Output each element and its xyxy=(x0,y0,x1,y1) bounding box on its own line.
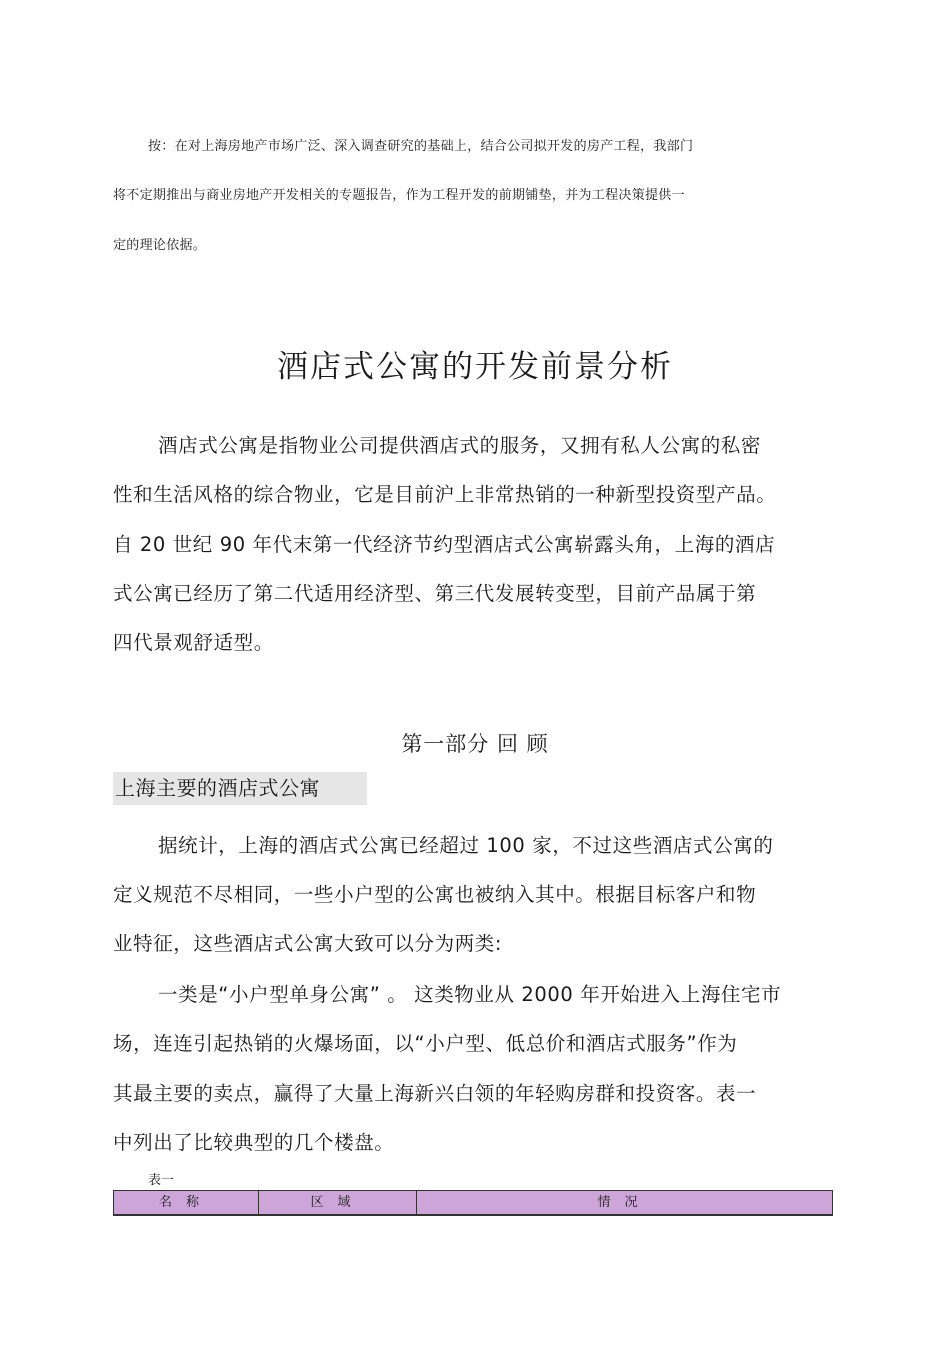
para2-line-4: 中列出了比较典型的几个楼盘。 xyxy=(113,1131,395,1154)
intro-line-4: 式公寓已经历了第二代适用经济型、第三代发展转变型，目前产品属于第 xyxy=(113,582,757,605)
note-line-1: 按：在对上海房地产市场广泛、深入调查研究的基础上，结合公司拟开发的房产工程，我部门 xyxy=(148,139,694,154)
part-heading: 第一部分 回 顾 xyxy=(401,732,549,756)
intro-line-5: 四代景观舒适型。 xyxy=(113,631,274,654)
table-header-region: 区域 xyxy=(258,1191,416,1214)
table-header-name: 名称 xyxy=(158,1195,213,1210)
document-title: 酒店式公寓的开发前景分析 xyxy=(277,349,673,385)
note-line-3: 定的理论依据。 xyxy=(113,238,207,253)
para2-line-2: 场，连连引起热销的火爆场面，以“小户型、低总价和酒店式服务”作为 xyxy=(113,1032,738,1055)
table-header-status: 情况 xyxy=(416,1191,832,1214)
para2-line-1: 一类是“小户型单身公寓” 。 这类物业从 2000 年开始进入上海住宅市 xyxy=(158,983,782,1006)
note-line-2: 将不定期推出与商业房地产开发相关的专题报告，作为工程开发的前期铺垫，并为工程决策提供一 xyxy=(113,188,685,203)
intro-line-1: 酒店式公寓是指物业公司提供酒店式的服务，又拥有私人公寓的私密 xyxy=(158,434,762,457)
para1-line-2: 定义规范不尽相同，一些小户型的公寓也被纳入其中。根据目标客户和物 xyxy=(113,883,757,906)
para1-line-3: 业特征，这些酒店式公寓大致可以分为两类: xyxy=(113,932,503,955)
table-caption: 表一 xyxy=(148,1173,175,1188)
table-header-row xyxy=(113,1190,833,1216)
para1-line-1: 据统计，上海的酒店式公寓已经超过 100 家，不过这些酒店式公寓的 xyxy=(158,834,774,857)
para2-line-3: 其最主要的卖点，赢得了大量上海新兴白领的年轻购房群和投资客。表一 xyxy=(113,1082,757,1105)
section-heading: 上海主要的酒店式公寓 xyxy=(113,772,367,805)
intro-line-3: 自 20 世纪 90 年代末第一代经济节约型酒店式公寓崭露头角，上海的酒店 xyxy=(113,533,776,556)
intro-line-2: 性和生活风格的综合物业，它是目前沪上非常热销的一种新型投资型产品。 xyxy=(113,483,777,506)
